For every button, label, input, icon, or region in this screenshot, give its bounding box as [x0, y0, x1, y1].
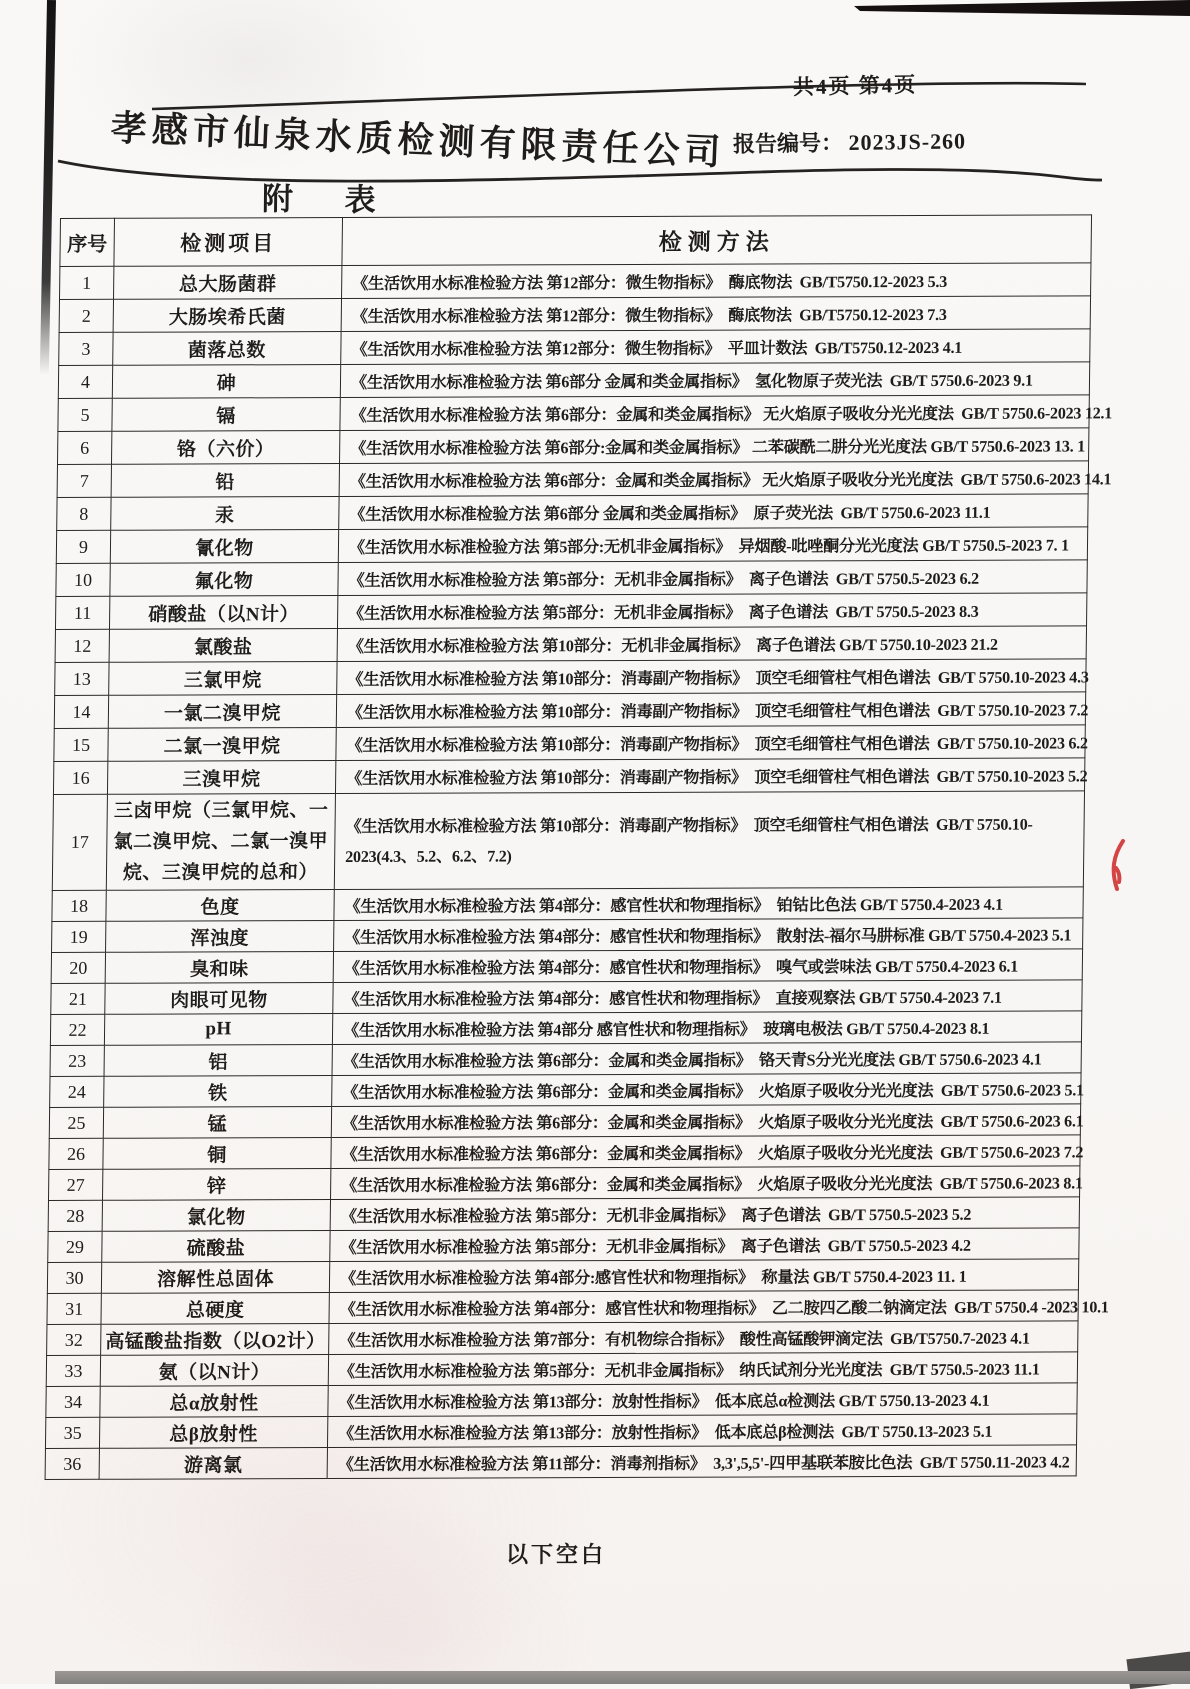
table-row — [56, 527, 1087, 564]
row-number-cell: 19 — [52, 921, 106, 952]
item-cell: 铬（六价） — [111, 431, 339, 465]
method-cell: 《生活饮用水标准检验方法 第10部分：消毒副产物指标》 顶空毛细管柱气相色谱法 GB/T 5750.10-2023 4.3 — [337, 659, 1086, 695]
item-cell: 汞 — [111, 497, 339, 531]
table-row — [54, 725, 1085, 762]
row-number-cell: 4 — [58, 365, 112, 398]
row-number-cell: 11 — [55, 596, 109, 629]
method-cell: 《生活饮用水标准检验方法 第11部分：消毒剂指标》 3,3',5,5'-四甲基联苯胺比色法 GB/T 5750.11-2023 4.2 — [327, 1445, 1076, 1479]
row-number-cell: 32 — [47, 1324, 101, 1355]
table-row — [52, 918, 1083, 953]
method-cell: 《生活饮用水标准检验方法 第6部分 金属和类金属指标》 氢化物原子荧光法 GB/T 5750.6-2023 9.1 — [340, 362, 1089, 398]
item-cell: 砷 — [112, 365, 340, 399]
row-number-cell: 18 — [52, 890, 106, 921]
table-row — [57, 461, 1088, 498]
item-cell: 二氯一溴甲烷 — [108, 728, 336, 762]
item-cell: 氯酸盐 — [109, 629, 337, 663]
item-cell: 锰 — [103, 1107, 331, 1139]
row-number-cell: 24 — [50, 1076, 104, 1107]
table-row — [46, 1352, 1077, 1387]
method-cell: 《生活饮用水标准检验方法 第6部分：金属和类金属指标》 火焰原子吸收分光光度法 GB/T 5750.6-2023 8.1 — [331, 1166, 1080, 1200]
method-cell: 《生活饮用水标准检验方法 第4部分：感官性状和物理指标》 嗅气或尝味法 GB/T 5750.4-2023 6.1 — [333, 949, 1082, 983]
row-number-cell: 23 — [50, 1045, 104, 1076]
scan-bottom-corner — [1126, 1651, 1190, 1689]
scan-spine-edge — [40, 0, 56, 375]
method-cell: 《生活饮用水标准检验方法 第10部分：消毒副产物指标》 顶空毛细管柱气相色谱法 GB/T 5750.10-2023 5.2 — [335, 758, 1084, 794]
row-number-cell: 14 — [54, 695, 108, 728]
method-cell: 《生活饮用水标准检验方法 第10部分：消毒副产物指标》 顶空毛细管柱气相色谱法 GB/T 5750.10-2023 6.2 — [336, 725, 1085, 761]
method-cell: 《生活饮用水标准检验方法 第4部分：感官性状和物理指标》 乙二胺四乙酸二钠滴定法 GB/T 5750.4 -2023 10.1 — [329, 1290, 1078, 1324]
table-row — [48, 1166, 1079, 1201]
row-number-cell: 31 — [47, 1293, 101, 1324]
method-cell: 《生活饮用水标准检验方法 第6部分：金属和类金属指标》 无火焰原子吸收分光光度法 GB/T 5750.6-2023 14.1 — [339, 461, 1088, 497]
method-cell: 《生活饮用水标准检验方法 第4部分 感官性状和物理指标》 玻璃电极法 GB/T 5750.4-2023 8.1 — [332, 1011, 1081, 1045]
row-number-cell: 25 — [49, 1107, 103, 1138]
test-method-table — [45, 214, 1113, 1480]
item-cell: 三氯甲烷 — [109, 662, 337, 696]
item-cell: 总硬度 — [101, 1293, 329, 1325]
footer-blank-note: 以下空白 — [505, 1542, 606, 1567]
item-cell: 高锰酸盐指数（以O2计） — [101, 1324, 329, 1356]
item-cell: 氨（以N计） — [100, 1355, 328, 1387]
item-cell: 浑浊度 — [106, 921, 334, 953]
item-cell: 菌落总数 — [113, 332, 341, 366]
row-number-cell: 34 — [46, 1386, 100, 1417]
table-row — [46, 1383, 1077, 1418]
table-row — [50, 1011, 1081, 1046]
table-row — [47, 1321, 1078, 1356]
row-number-cell: 21 — [51, 983, 105, 1014]
table-row — [59, 296, 1090, 333]
page-title: 附 表 — [261, 181, 376, 218]
scan-bottom-strip — [55, 1671, 1190, 1684]
row-number-cell: 5 — [58, 398, 112, 431]
method-cell: 《生活饮用水标准检验方法 第6部分：金属和类金属指标》 火焰原子吸收分光光度法 GB/T 5750.6-2023 7.2 — [331, 1135, 1080, 1169]
table-row — [57, 494, 1088, 531]
row-number-cell: 8 — [57, 497, 111, 530]
method-cell: 《生活饮用水标准检验方法 第6部分：金属和类金属指标》 火焰原子吸收分光光度法 GB/T 5750.6-2023 6.1 — [331, 1104, 1080, 1138]
table-row — [60, 263, 1091, 300]
method-cell: 《生活饮用水标准检验方法 第6部分：金属和类金属指标》 无火焰原子吸收分光光度法 GB/T 5750.6-2023 12.1 — [340, 395, 1089, 431]
row-number-cell: 28 — [48, 1200, 102, 1231]
item-cell: 镉 — [112, 398, 340, 432]
item-cell: 氯化物 — [102, 1200, 330, 1232]
item-cell: 铝 — [104, 1045, 332, 1077]
row-number-cell: 7 — [57, 464, 111, 497]
table-row — [49, 1135, 1080, 1170]
item-cell: 大肠埃希氏菌 — [113, 299, 341, 333]
method-cell: 《生活饮用水标准检验方法 第10部分：消毒副产物指标》 顶空毛细管柱气相色谱法 GB/T 5750.10-2023 7.2 — [336, 692, 1085, 728]
row-number-cell: 17 — [52, 794, 107, 890]
table-row — [52, 887, 1083, 922]
method-cell: 《生活饮用水标准检验方法 第7部分：有机物综合指标》 酸性高锰酸钾滴定法 GB/T5750.7-2023 4.1 — [329, 1321, 1078, 1355]
company-name: 孝感市仙泉水质检测有限责任公司 — [110, 106, 727, 173]
report-number-line — [733, 124, 966, 158]
scan-top-edge — [0, 0, 1190, 22]
table-row — [58, 395, 1089, 432]
table-row — [47, 1259, 1078, 1294]
row-number-cell: 26 — [49, 1138, 103, 1169]
row-number-cell: 27 — [48, 1169, 102, 1200]
item-cell: 锌 — [102, 1169, 330, 1201]
method-cell: 《生活饮用水标准检验方法 第5部分：无机非金属指标》 离子色谱法 GB/T 5750.5-2023 5.2 — [330, 1197, 1079, 1231]
row-number-cell: 3 — [59, 332, 113, 365]
table-row — [48, 1197, 1079, 1232]
header-top-rule — [152, 83, 1086, 109]
row-number-cell: 33 — [46, 1355, 100, 1386]
method-cell: 《生活饮用水标准检验方法 第5部分：无机非金属指标》 离子色谱法 GB/T 5750.5-2023 4.2 — [330, 1228, 1079, 1262]
item-cell: 一氯二溴甲烷 — [108, 695, 336, 729]
row-number-cell: 15 — [54, 728, 108, 761]
row-number-cell: 22 — [50, 1014, 104, 1045]
item-cell: 硝酸盐（以N计） — [109, 596, 337, 630]
method-cell: 《生活饮用水标准检验方法 第4部分：感官性状和物理指标》 散射法-福尔马肼标准 GB/T 5750.4-2023 5.1 — [334, 918, 1083, 952]
item-cell: 游离氯 — [99, 1448, 327, 1480]
item-cell: 硫酸盐 — [102, 1231, 330, 1263]
row-number-cell: 36 — [45, 1448, 99, 1479]
row-number-cell: 10 — [56, 563, 110, 596]
table-body — [45, 263, 1113, 1480]
page-count-info: 共4页 第4页 — [792, 72, 918, 100]
item-cell: 总大肠菌群 — [114, 266, 342, 300]
table-row — [51, 980, 1082, 1015]
table-row — [48, 1228, 1079, 1263]
item-cell: 三卤甲烷（三氯甲烷、一氯二溴甲烷、二氯一溴甲烷、三溴甲烷的总和） — [106, 794, 335, 891]
row-number-cell: 9 — [56, 530, 110, 563]
method-cell: 《生活饮用水标准检验方法 第12部分：微生物指标》 平皿计数法 GB/T5750.12-2023 4.1 — [341, 329, 1090, 365]
method-cell: 《生活饮用水标准检验方法 第6部分:金属和类金属指标》 二苯碳酰二肼分光光度法 GB/T 5750.6-2023 13. 1 — [340, 428, 1089, 464]
table-row — [49, 1104, 1080, 1139]
row-number-cell: 35 — [45, 1417, 99, 1448]
method-cell: 《生活饮用水标准检验方法 第6部分：金属和类金属指标》 火焰原子吸收分光光度法 GB/T 5750.6-2023 5.1 — [332, 1073, 1081, 1107]
method-cell: 《生活饮用水标准检验方法 第10部分：消毒副产物指标》 顶空毛细管柱气相色谱法 GB/T 5750.10-2023(4.3、5.2、6.2、7.2) — [334, 791, 1084, 890]
method-cell: 《生活饮用水标准检验方法 第4部分：感官性状和物理指标》 铂钴比色法 GB/T 5750.4-2023 4.1 — [334, 887, 1083, 921]
item-cell: 臭和味 — [105, 952, 333, 984]
item-cell: 铜 — [103, 1138, 331, 1170]
method-cell: 《生活饮用水标准检验方法 第6部分：金属和类金属指标》 铬天青S分光光度法 GB/T 5750.6-2023 4.1 — [332, 1042, 1081, 1076]
row-number-cell: 13 — [55, 662, 109, 695]
method-cell: 《生活饮用水标准检验方法 第13部分：放射性指标》 低本底总β检测法 GB/T 5750.13-2023 5.1 — [327, 1414, 1076, 1448]
method-cell: 《生活饮用水标准检验方法 第5部分：无机非金属指标》 纳氏试剂分光光度法 GB/T 5750.5-2023 11.1 — [328, 1352, 1077, 1386]
table-row — [55, 626, 1086, 663]
row-number-cell: 30 — [47, 1262, 101, 1293]
row-number-cell: 16 — [53, 761, 107, 794]
table-row — [45, 1445, 1076, 1480]
report-number-value: 2023JS-260 — [848, 128, 967, 156]
table-row — [55, 593, 1086, 630]
item-cell: pH — [104, 1014, 332, 1046]
item-cell: 总α放射性 — [100, 1386, 328, 1418]
row-number-cell: 20 — [51, 952, 105, 983]
table-row — [54, 692, 1085, 729]
table-row — [53, 758, 1084, 795]
table-row — [59, 329, 1090, 366]
item-cell: 总β放射性 — [99, 1417, 327, 1449]
table-row — [47, 1290, 1078, 1325]
column-header-method: 检测方法 — [342, 215, 1092, 266]
row-number-cell: 29 — [48, 1231, 102, 1262]
item-cell: 肉眼可见物 — [105, 983, 333, 1015]
item-cell: 铅 — [111, 464, 339, 498]
item-cell: 氰化物 — [110, 530, 338, 564]
row-number-cell: 12 — [55, 629, 109, 662]
method-cell: 《生活饮用水标准检验方法 第5部分：无机非金属指标》 离子色谱法 GB/T 5750.5-2023 8.3 — [337, 593, 1086, 629]
table-row — [50, 1073, 1081, 1108]
column-header-no: 序号 — [60, 218, 115, 266]
item-cell: 氟化物 — [110, 563, 338, 597]
row-number-cell: 1 — [60, 266, 114, 299]
table-row — [50, 1042, 1081, 1077]
row-number-cell: 6 — [57, 431, 111, 464]
table-row — [58, 362, 1089, 399]
table-row — [55, 659, 1086, 696]
item-cell: 三溴甲烷 — [107, 761, 335, 795]
method-cell: 《生活饮用水标准检验方法 第12部分：微生物指标》 酶底物法 GB/T5750.12-2023 7.3 — [341, 296, 1090, 332]
table-row — [57, 428, 1088, 465]
item-cell: 溶解性总固体 — [101, 1262, 329, 1294]
table-row — [45, 1414, 1076, 1449]
method-cell: 《生活饮用水标准检验方法 第4部分：感官性状和物理指标》 直接观察法 GB/T 5750.4-2023 7.1 — [333, 980, 1082, 1014]
column-header-item: 检测项目 — [114, 218, 343, 267]
report-number-label: 报告编号： — [732, 130, 844, 157]
method-cell: 《生活饮用水标准检验方法 第6部分 金属和类金属指标》 原子荧光法 GB/T 5750.6-2023 11.1 — [339, 494, 1088, 530]
item-cell: 色度 — [106, 890, 334, 922]
method-cell: 《生活饮用水标准检验方法 第5部分:无机非金属指标》 异烟酸-吡唑酮分光光度法 GB/T 5750.5-2023 7. 1 — [338, 527, 1087, 563]
red-pen-mark — [1114, 841, 1123, 889]
method-cell: 《生活饮用水标准检验方法 第4部分:感官性状和物理指标》 称量法 GB/T 5750.4-2023 11. 1 — [329, 1259, 1078, 1293]
table-row — [51, 949, 1082, 984]
method-cell: 《生活饮用水标准检验方法 第13部分：放射性指标》 低本底总α检测法 GB/T 5750.13-2023 4.1 — [328, 1383, 1077, 1417]
table-header-row — [60, 215, 1092, 267]
item-cell: 铁 — [104, 1076, 332, 1108]
table-row — [56, 560, 1087, 597]
row-number-cell: 2 — [59, 299, 113, 332]
method-cell: 《生活饮用水标准检验方法 第12部分：微生物指标》 酶底物法 GB/T5750.12-2023 5.3 — [342, 263, 1091, 299]
method-cell: 《生活饮用水标准检验方法 第10部分：无机非金属指标》 离子色谱法 GB/T 5750.10-2023 21.2 — [337, 626, 1086, 662]
table-row — [52, 791, 1084, 891]
method-cell: 《生活饮用水标准检验方法 第5部分：无机非金属指标》 离子色谱法 GB/T 5750.5-2023 6.2 — [338, 560, 1087, 596]
